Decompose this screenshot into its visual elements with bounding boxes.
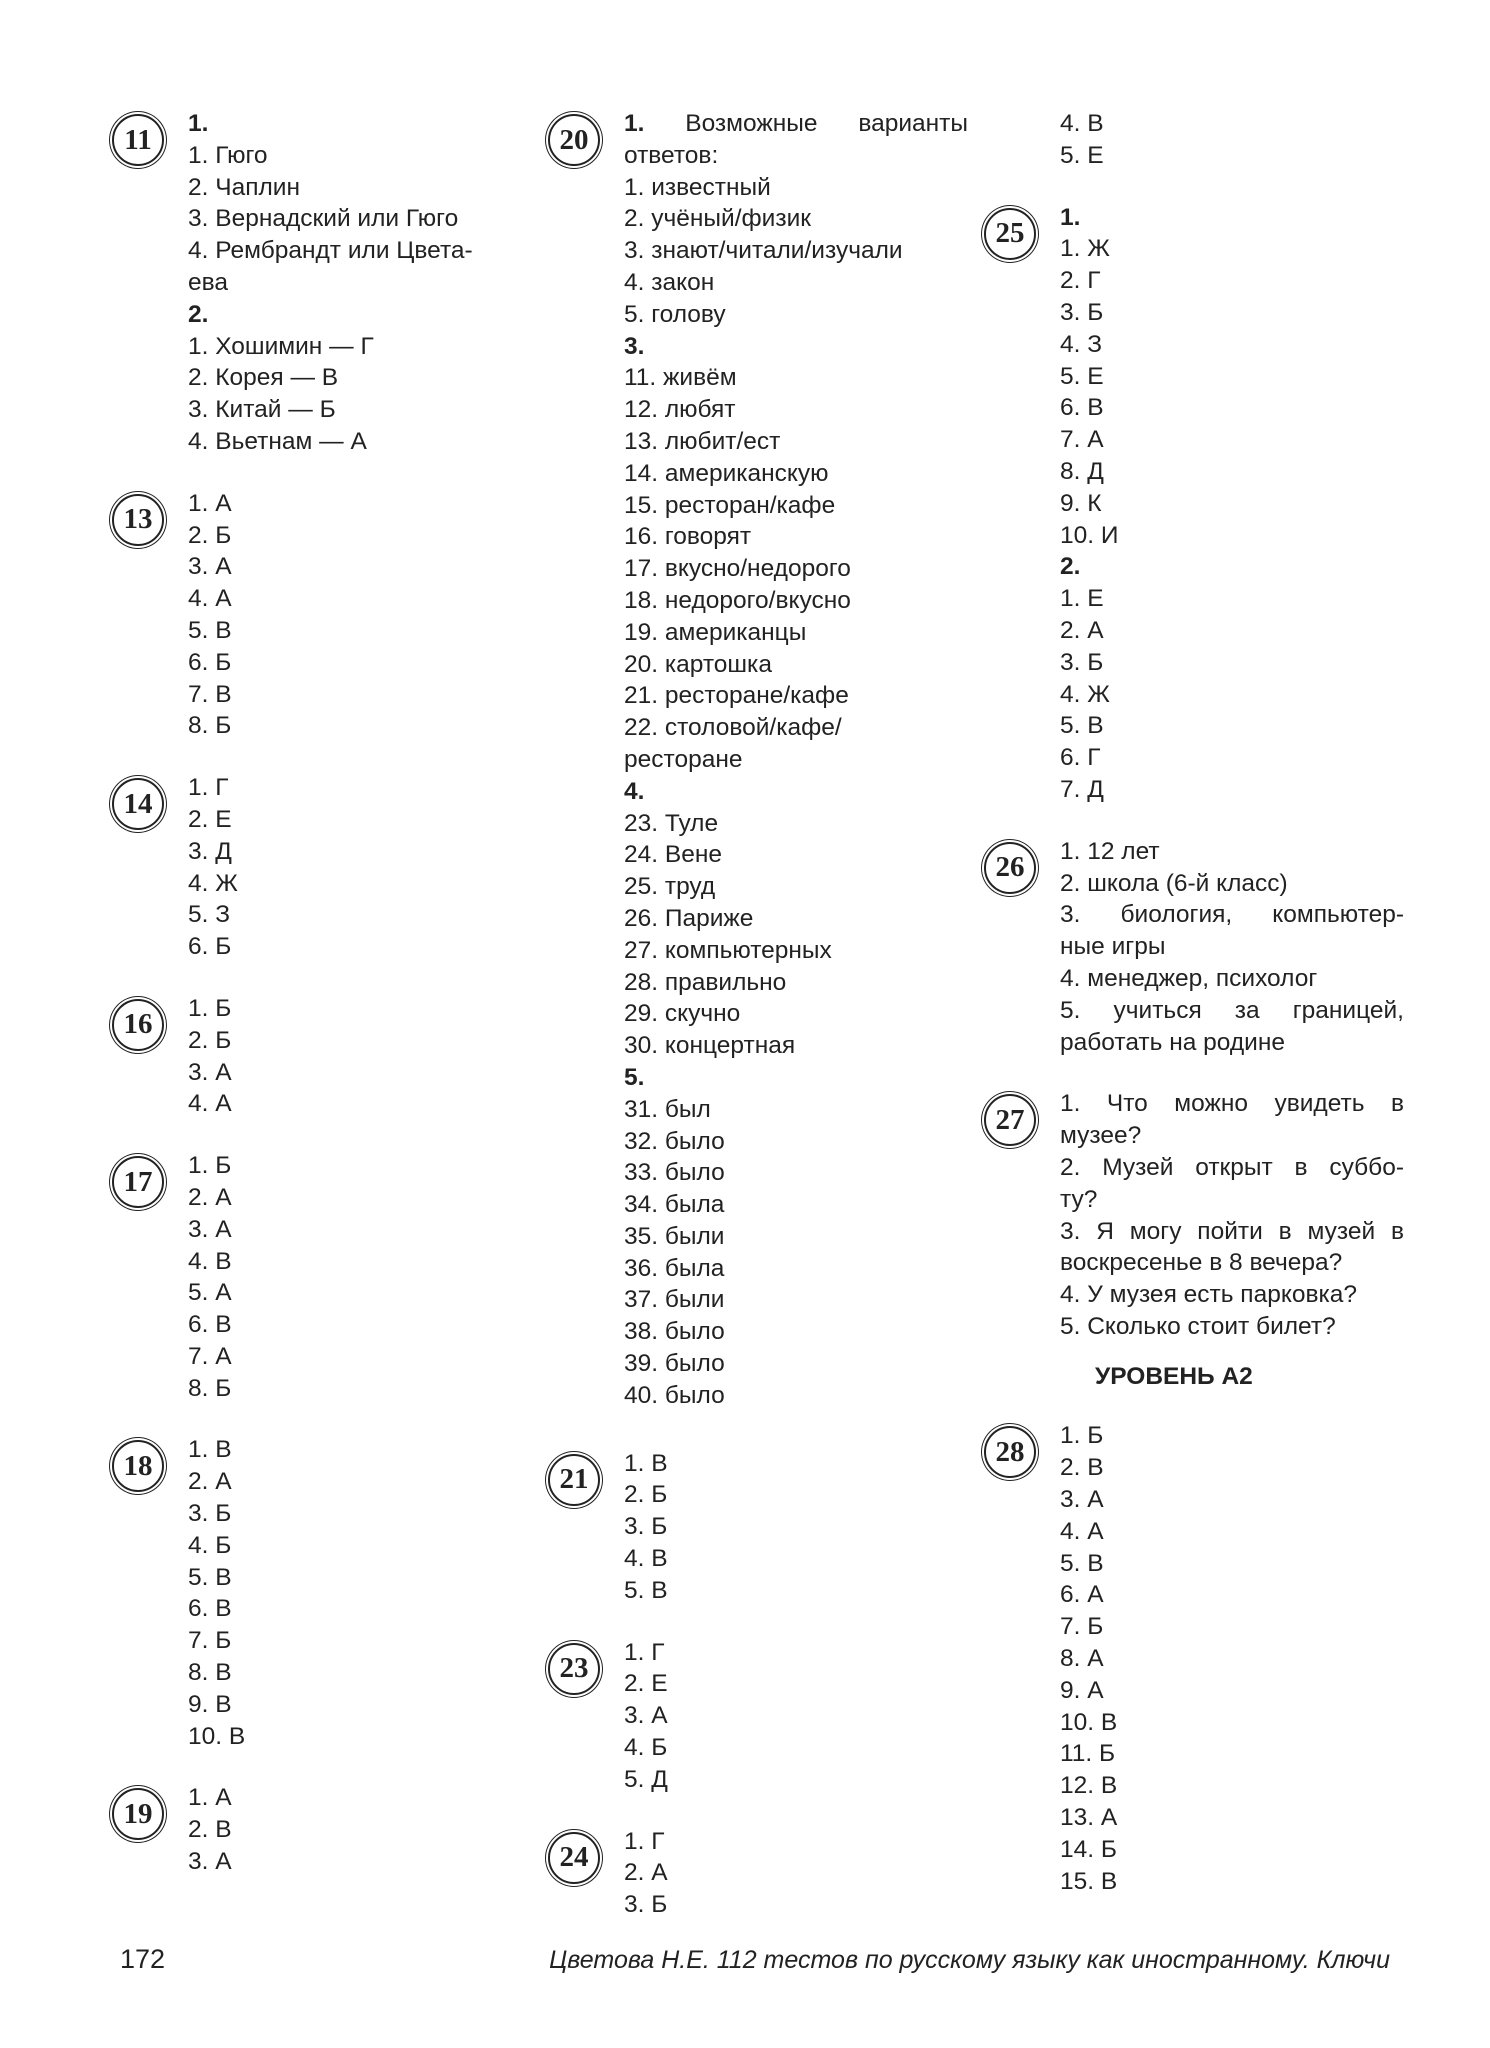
task-number-badge: 28 — [984, 1426, 1036, 1478]
answer-line: воскресенье в 8 вечера? — [1060, 1249, 1343, 1277]
answer-line: 1. Г — [188, 774, 229, 802]
answer-line: ту? — [1060, 1185, 1098, 1213]
answer-line: 20. картошка — [624, 650, 772, 678]
task-number-badge: 16 — [112, 999, 164, 1051]
answer-line: 5. В — [1060, 1549, 1104, 1577]
answer-line: 21. ресторане/кафе — [624, 682, 849, 710]
answer-line: 39. было — [624, 1350, 725, 1378]
answer-line: 7. Б — [188, 1627, 232, 1655]
section-number: 1. — [624, 110, 645, 137]
answer-line: 2. Е — [188, 805, 232, 833]
task-number-badge: 18 — [112, 1440, 164, 1492]
answer-line: 11. живём — [624, 364, 737, 392]
answer-line: 13. любит/ест — [624, 427, 781, 455]
answer-line: 2. учёный/физик — [624, 205, 811, 233]
answer-line: 3. А — [188, 553, 232, 581]
answer-line: 8. А — [1060, 1645, 1104, 1673]
answer-line: 5. В — [188, 1563, 232, 1591]
task-number-badge: 19 — [112, 1788, 164, 1840]
answer-line: 3. А — [188, 1848, 232, 1876]
answer-line: 2. Б — [188, 521, 232, 549]
task-number-badge: 20 — [548, 114, 600, 166]
answer-line: 1. Г — [624, 1827, 665, 1855]
answer-line: 5. З — [188, 901, 231, 929]
answer-line: 31. был — [624, 1095, 711, 1123]
answer-line: 1. Гюго — [188, 141, 268, 169]
answer-line: 3. Б — [624, 1891, 668, 1919]
task-number-badge: 17 — [112, 1156, 164, 1208]
answer-line: 13. А — [1060, 1804, 1118, 1832]
answer-line: 1. Ж — [1060, 235, 1110, 263]
answer-line: 4. У музея есть парковка? — [1060, 1281, 1357, 1309]
answer-line: 4. Б — [188, 1531, 232, 1559]
answer-line: 5. Е — [1060, 362, 1104, 390]
task-answer-block — [548, 1448, 968, 1607]
answer-line: 38. было — [624, 1318, 725, 1346]
task-answer-block — [112, 1434, 532, 1752]
answer-line: 1. Г — [624, 1638, 665, 1666]
answer-line: 5. В — [1060, 712, 1104, 740]
answer-line: 4. В — [1060, 110, 1104, 137]
task-answer-block — [984, 1420, 1404, 1897]
answer-line: 8. В — [188, 1659, 232, 1687]
answer-line: 2. А — [624, 1859, 668, 1887]
answer-line: 2. Б — [624, 1481, 668, 1509]
section-heading: 4. — [624, 777, 645, 805]
answer-line: 23. Туле — [624, 809, 719, 837]
answer-line: 10. И — [1060, 521, 1119, 549]
section-heading: 5. — [624, 1063, 645, 1091]
answer-line: 3. Вернадский или Гюго — [188, 205, 459, 233]
task-answer-block — [112, 108, 532, 458]
answer-line: 9. В — [188, 1690, 232, 1718]
answer-line: 11. Б — [1060, 1740, 1116, 1768]
book-title: Цветова Н.Е. 112 тестов по русскому языку как иностранному. Ключи — [549, 1946, 1390, 1974]
answer-line — [624, 108, 968, 140]
answer-line: 6. Г — [1060, 744, 1101, 772]
answer-line: 1. Что можно увидеть в — [1060, 1090, 1404, 1118]
task-answer-block — [548, 1826, 968, 1921]
task-answer-block — [984, 108, 1404, 172]
answer-line: музее? — [1060, 1122, 1142, 1150]
answer-line: 3. А — [1060, 1486, 1104, 1514]
task-answer-block — [984, 1088, 1404, 1342]
answer-line: 9. К — [1060, 489, 1102, 517]
answer-line: 14. американскую — [624, 459, 829, 487]
answer-line: 8. Б — [188, 712, 232, 740]
answer-line: 22. столовой/кафе/ — [624, 714, 842, 742]
answer-line: 2. В — [1060, 1454, 1104, 1482]
answer-line: 1. А — [188, 489, 232, 517]
task-number-badge: 21 — [548, 1454, 600, 1506]
answer-line: 4. Б — [624, 1734, 668, 1762]
answer-line: 34. была — [624, 1191, 725, 1219]
answer-line: 3. биология, компьютер- — [1060, 901, 1404, 929]
answer-line: 2. Б — [188, 1026, 232, 1054]
answer-line: 3. А — [624, 1702, 668, 1730]
answer-line: 6. Б — [188, 933, 232, 961]
answer-line: 1. Хошимин — Г — [188, 332, 374, 360]
answer-line: 2. А — [1060, 616, 1104, 644]
answer-line: 15. ресторан/кафе — [624, 491, 836, 519]
answer-line: 7. В — [188, 680, 232, 708]
answer-line: 4. В — [624, 1545, 668, 1573]
answer-line: 1. Б — [188, 1152, 232, 1180]
answer-line: 33. было — [624, 1159, 725, 1187]
answer-line: 3. А — [188, 1058, 232, 1086]
answer-line: 18. недорого/вкусно — [624, 586, 851, 614]
answer-line: 8. Д — [1060, 457, 1104, 485]
answer-line: 30. концертная — [624, 1032, 796, 1060]
answer-line: 5. А — [188, 1279, 232, 1307]
answer-line: 15. В — [1060, 1867, 1118, 1895]
answer-line: ева — [188, 268, 228, 296]
answer-line: 6. В — [1060, 394, 1104, 422]
answer-line: 36. была — [624, 1254, 725, 1282]
answer-column-3 — [984, 108, 1404, 1897]
answer-line: 3. Б — [1060, 648, 1104, 676]
task-number-badge: 13 — [112, 494, 164, 546]
answer-line: 5. Сколько стоит билет? — [1060, 1312, 1336, 1340]
answer-line: 4. А — [188, 1090, 232, 1118]
answer-line: 4. менеджер, психолог — [1060, 964, 1318, 992]
answer-line: 6. В — [188, 1311, 232, 1339]
answer-line: 6. Б — [188, 648, 232, 676]
answer-line: 24. Вене — [624, 841, 722, 869]
answer-line: 10. В — [188, 1722, 246, 1750]
task-answer-block — [984, 836, 1404, 1059]
task-answer-block — [112, 772, 532, 963]
task-number-badge: 11 — [112, 114, 164, 166]
answer-line: 14. Б — [1060, 1835, 1117, 1863]
answer-line: 10. В — [1060, 1708, 1118, 1736]
task-answer-block — [548, 108, 968, 1412]
answer-line: ответов: — [624, 141, 719, 169]
answer-line: 2. Чаплин — [188, 173, 300, 201]
answer-line: 3. Б — [624, 1513, 668, 1541]
section-heading: 1. — [188, 110, 209, 137]
answer-line: 1. Б — [188, 994, 232, 1022]
answer-line: 4. Ж — [188, 869, 238, 897]
answer-line: 2. Музей открыт в суббо- — [1060, 1153, 1404, 1181]
answer-line: 8. Б — [188, 1374, 232, 1402]
answer-line: 7. Д — [1060, 775, 1104, 803]
answer-line: ные игры — [1060, 933, 1166, 961]
answer-line: 3. Я могу пойти в музей в — [1060, 1217, 1404, 1245]
task-number-badge: 24 — [548, 1832, 600, 1884]
page-footer — [120, 1944, 1390, 1975]
answer-line: 1. В — [624, 1449, 668, 1477]
task-answer-block — [112, 1782, 532, 1877]
task-answer-block — [112, 488, 532, 742]
answer-line: 1. А — [188, 1784, 232, 1812]
answer-line: 5. Е — [1060, 141, 1104, 169]
answer-line: 5. Д — [624, 1765, 668, 1793]
task-answer-block — [112, 1150, 532, 1404]
answer-line: 25. труд — [624, 873, 716, 901]
answer-line: 2. школа (6-й класс) — [1060, 869, 1288, 897]
answer-line: 7. А — [188, 1342, 232, 1370]
answer-line: 4. Вьетнам — А — [188, 427, 367, 455]
task-number-badge: 23 — [548, 1643, 600, 1695]
answer-line: 5. голову — [624, 300, 726, 328]
answer-line: 2. Е — [624, 1670, 668, 1698]
answer-line: 4. Ж — [1060, 680, 1110, 708]
answer-line: 1. известный — [624, 173, 771, 201]
answer-column-2 — [548, 108, 968, 1921]
answer-line: ресторане — [624, 745, 743, 773]
answer-line: 19. американцы — [624, 618, 807, 646]
answer-line: 32. было — [624, 1127, 725, 1155]
answer-line: 3. знают/читали/изучали — [624, 237, 903, 265]
answer-line: 4. А — [1060, 1517, 1104, 1545]
answer-line: 35. были — [624, 1222, 725, 1250]
section-heading: 2. — [188, 300, 209, 328]
answer-line: 2. А — [188, 1183, 232, 1211]
answer-line: 4. закон — [624, 268, 715, 296]
task-answer-block — [112, 993, 532, 1120]
answer-line: 40. было — [624, 1381, 725, 1409]
answer-line: 1. Б — [1060, 1422, 1104, 1450]
level-heading: УРОВЕНЬ А2 — [1095, 1362, 1253, 1390]
answer-line: 28. правильно — [624, 968, 787, 996]
answer-line: 7. Б — [1060, 1613, 1104, 1641]
answer-line: 3. Китай — Б — [188, 396, 336, 424]
answer-line: 3. Д — [188, 837, 232, 865]
answer-line: 5. В — [624, 1576, 668, 1604]
answer-line: 4. В — [188, 1247, 232, 1275]
answer-line: 3. А — [188, 1215, 232, 1243]
answer-line: 2. Г — [1060, 267, 1101, 295]
answer-line: 26. Париже — [624, 904, 754, 932]
answer-line: 4. А — [188, 585, 232, 613]
section-heading: 2. — [1060, 553, 1081, 581]
answer-line: 5. учиться за границей, — [1060, 996, 1404, 1024]
answer-line: 1. 12 лет — [1060, 837, 1160, 865]
answer-line: 2. А — [188, 1468, 232, 1496]
answer-line: 7. А — [1060, 426, 1104, 454]
answer-text: Возможные варианты — [644, 110, 968, 137]
answer-line: 4. Рембрандт или Цвета- — [188, 237, 473, 265]
answer-line: 27. компьютерных — [624, 936, 832, 964]
section-heading: 1. — [1060, 203, 1081, 231]
task-number-badge: 27 — [984, 1094, 1036, 1146]
answer-line: 3. Б — [1060, 298, 1104, 326]
answer-line: 6. В — [188, 1595, 232, 1623]
task-number-badge: 25 — [984, 208, 1036, 260]
section-heading: 3. — [624, 332, 645, 360]
answer-line: 6. А — [1060, 1581, 1104, 1609]
answer-line: 12. любят — [624, 396, 736, 424]
answer-line: 4. З — [1060, 330, 1103, 358]
answer-column-1 — [112, 108, 532, 1878]
task-number-badge: 26 — [984, 842, 1036, 894]
answer-line: 1. Е — [1060, 585, 1104, 613]
task-answer-block — [548, 1637, 968, 1796]
answer-line: работать на родине — [1060, 1028, 1286, 1056]
answer-line: 16. говорят — [624, 523, 752, 551]
page-number: 172 — [120, 1944, 166, 1974]
answer-line: 17. вкусно/недорого — [624, 555, 851, 583]
answer-line: 37. были — [624, 1286, 725, 1314]
answer-line: 9. А — [1060, 1676, 1104, 1704]
answer-line: 3. Б — [188, 1500, 232, 1528]
answer-line: 12. В — [1060, 1772, 1118, 1800]
answer-line: 29. скучно — [624, 1000, 741, 1028]
task-answer-block — [984, 202, 1404, 806]
task-number-badge: 14 — [112, 778, 164, 830]
answer-line: 2. В — [188, 1816, 232, 1844]
answer-line: 2. Корея — В — [188, 364, 339, 392]
answer-line: 1. В — [188, 1436, 232, 1464]
answer-line: 5. В — [188, 616, 232, 644]
